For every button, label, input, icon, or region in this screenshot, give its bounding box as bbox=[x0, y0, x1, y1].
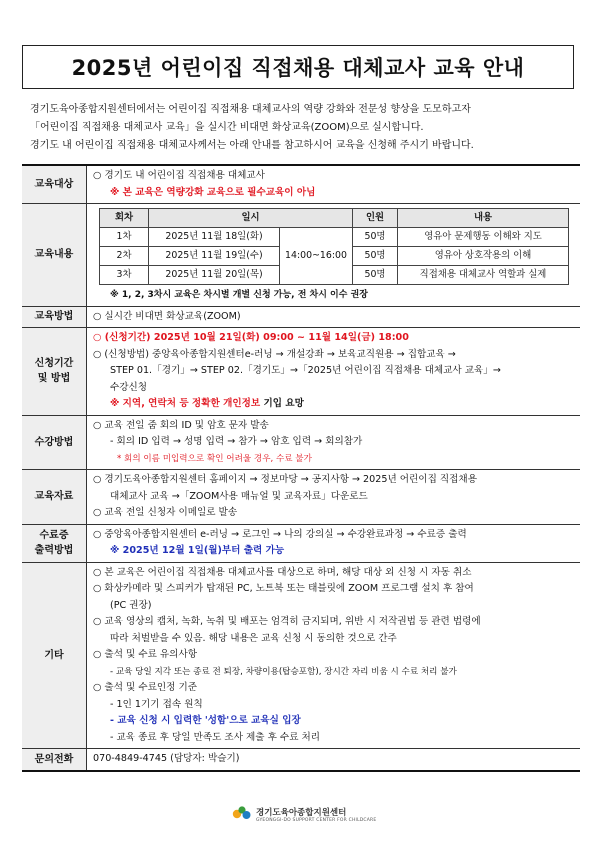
label-materials: 교육자료 bbox=[22, 470, 87, 525]
row-contact bbox=[22, 749, 580, 771]
method-content bbox=[87, 306, 581, 328]
header-count: 인원 bbox=[353, 209, 398, 228]
method-line: ○ 실시간 비대면 화상교육(ZOOM) bbox=[93, 310, 241, 322]
etc-content bbox=[87, 562, 581, 749]
materials-line3: ○ 교육 전일 신청자 이메일로 발송 bbox=[93, 507, 238, 518]
intro-line: 경기도육아종합지원센터에서는 어린이집 직접채용 대체교사의 역량 강화와 전문성 향상을 도모하고자 bbox=[30, 104, 471, 115]
info-table bbox=[22, 164, 580, 772]
etc-line11: - 교육 종료 후 당일 만족도 조사 제출 후 수료 처리 bbox=[110, 731, 321, 743]
etc-line9: - 1인 1기기 접속 원칙 bbox=[110, 698, 203, 710]
apply-note-black: 기입 요망 bbox=[260, 398, 304, 409]
label-target: 교육대상 bbox=[22, 165, 87, 204]
session-date: 2025년 11월 18일(화) bbox=[149, 228, 280, 247]
intro-line: 「어린이집 직접채용 대체교사 교육」을 실시간 비대면 화상교육(ZOOM)으로 실시합니다. bbox=[30, 122, 424, 133]
session-topic: 직접채용 대체교사 역할과 실제 bbox=[398, 266, 569, 285]
apply-method-line3: 수강신청 bbox=[110, 381, 148, 393]
session-count: 50명 bbox=[353, 247, 398, 266]
label-method: 교육방법 bbox=[22, 306, 87, 328]
session-round: 3차 bbox=[100, 266, 149, 285]
etc-line10: - 교육 신청 시 입력한 '성함'으로 교육실 입장 bbox=[110, 715, 301, 726]
etc-line6: ○ 출석 및 수료 유의사항 bbox=[93, 649, 197, 660]
label-certificate-line1: 수료증 bbox=[39, 530, 69, 541]
session-date: 2025년 11월 19일(수) bbox=[149, 247, 280, 266]
session-header-row bbox=[100, 209, 569, 228]
label-attend: 수강방법 bbox=[22, 415, 87, 470]
label-certificate-line2: 출력방법 bbox=[34, 545, 74, 556]
session-topic: 영유아 상호작용의 이해 bbox=[398, 247, 569, 266]
attend-line2: - 회의 ID 입력 → 성명 입력 → 참가 → 암호 입력 → 회의참가 bbox=[110, 436, 363, 447]
apply-note-red: ※ 지역, 연락처 등 정확한 개인정보 bbox=[110, 398, 261, 409]
session-count: 50명 bbox=[353, 266, 398, 285]
etc-line1: ○ 본 교육은 어린이집 직접채용 대체교사를 대상으로 하며, 해당 대상 외 신청 시 자동 취소 bbox=[93, 566, 472, 578]
label-apply-line2: 및 방법 bbox=[37, 373, 71, 385]
target-note: ※ 본 교육은 역량강화 교육으로 필수교육이 아님 bbox=[110, 186, 316, 198]
session-round: 1차 bbox=[100, 228, 149, 247]
materials-line2: 대체교사 교육 →「ZOOM사용 매뉴얼 및 교육자료」다운로드 bbox=[110, 490, 368, 502]
session-topic: 영유아 문제행동 이해와 지도 bbox=[398, 228, 569, 247]
label-apply bbox=[22, 328, 87, 416]
session-count: 50명 bbox=[353, 228, 398, 247]
certificate-content bbox=[87, 524, 581, 562]
materials-content bbox=[87, 470, 581, 525]
session-round: 2차 bbox=[100, 247, 149, 266]
apply-method-line1: ○ (신청방법) 중앙육아종합지원센터e-러닝 → 개설강좌 → 보육교직원용 → 집합교육 → bbox=[93, 348, 456, 360]
row-materials bbox=[22, 470, 580, 525]
apply-method-line2: STEP 01.「경기」→ STEP 02.「경기도」→「2025년 어린이집 직접채용 대체교사 교육」→ bbox=[110, 365, 501, 376]
certificate-line1: ○ 중앙육아종합지원센터 e-러닝 → 로그인 → 나의 강의실 → 수강완료과정 → 수료증 출력 bbox=[93, 528, 467, 540]
attend-note: * 회의 이름 미입력으로 확인 어려울 경우, 수료 불가 bbox=[117, 453, 312, 464]
row-attend bbox=[22, 415, 580, 470]
etc-line2: ○ 화상카메라 및 스피커가 탑재된 PC, 노트북 또는 태블릿에 ZOOM 프로그램 설치 후 참여 bbox=[93, 583, 474, 594]
session-table bbox=[99, 208, 569, 285]
session-time: 14:00~16:00 bbox=[280, 228, 353, 285]
row-etc bbox=[22, 562, 580, 749]
target-content bbox=[87, 165, 581, 204]
center-logo-icon bbox=[232, 805, 252, 823]
etc-line7: - 교육 당일 지각 또는 종료 전 퇴장, 차량이용(탑승포함), 장시간 자리 비움 시 수료 처리 불가 bbox=[110, 666, 457, 677]
intro-line: 경기도 내 어린이집 직접채용 대체교사께서는 아래 안내를 참고하시어 교육을 신청해 주시기 바랍니다. bbox=[30, 140, 474, 151]
etc-line4: ○ 교육 영상의 캡처, 녹화, 녹취 및 배포는 엄격히 금지되며, 위반 시 저작권법 등 관련 법령에 bbox=[93, 616, 481, 627]
session-date: 2025년 11월 20일(목) bbox=[149, 266, 280, 285]
etc-line8: ○ 출석 및 수료인정 기준 bbox=[93, 682, 197, 693]
content-cell bbox=[87, 204, 581, 307]
label-contact: 문의전화 bbox=[22, 749, 87, 771]
row-method bbox=[22, 306, 580, 328]
etc-line3: (PC 권장) bbox=[110, 599, 152, 611]
center-logo bbox=[232, 805, 376, 823]
materials-line1: ○ 경기도육아종합지원센터 홈페이지 → 정보마당 → 공지사항 → 2025년 어린이집 직접채용 bbox=[93, 474, 477, 485]
certificate-note: ※ 2025년 12월 1일(월)부터 출력 가능 bbox=[110, 545, 285, 556]
apply-note bbox=[93, 396, 574, 413]
row-certificate bbox=[22, 524, 580, 562]
session-row bbox=[100, 228, 569, 247]
header-topic: 내용 bbox=[398, 209, 569, 228]
label-certificate bbox=[22, 524, 87, 562]
attend-content bbox=[87, 415, 581, 470]
apply-content bbox=[87, 328, 581, 416]
header-round: 회차 bbox=[100, 209, 149, 228]
content-note: ※ 1, 2, 3차시 교육은 차시별 개별 신청 가능, 전 차시 이수 권장 bbox=[110, 290, 368, 300]
row-apply bbox=[22, 328, 580, 416]
logo-name: 경기도육아종합지원센터 bbox=[256, 807, 347, 818]
etc-line5: 따라 처벌받을 수 있음. 해당 내용은 교육 신청 시 동의한 것으로 간주 bbox=[110, 632, 397, 644]
header-date: 일시 bbox=[149, 209, 353, 228]
intro-paragraph bbox=[30, 101, 578, 155]
label-content: 교육내용 bbox=[22, 204, 87, 307]
label-apply-line1: 신청기간 bbox=[34, 358, 74, 370]
target-line: ○ 경기도 내 어린이집 직접채용 대체교사 bbox=[93, 170, 265, 181]
apply-period: ○ (신청기간) 2025년 10월 21일(화) 09:00 ~ 11월 14일(금) 18:00 bbox=[93, 332, 409, 343]
page-title: 2025년 어린이집 직접채용 대체교사 교육 안내 bbox=[71, 56, 525, 80]
row-content bbox=[22, 204, 580, 307]
contact-line: 070-4849-4745 (담당자: 박슬기) bbox=[93, 753, 240, 764]
title-box bbox=[22, 45, 574, 89]
contact-content bbox=[87, 749, 581, 771]
logo-english: GYEONGGI-DO SUPPORT CENTER FOR CHILDCARE bbox=[256, 817, 377, 823]
row-target bbox=[22, 165, 580, 204]
label-etc: 기타 bbox=[22, 562, 87, 749]
attend-line1: ○ 교육 전일 줌 회의 ID 및 암호 문자 발송 bbox=[93, 419, 269, 431]
